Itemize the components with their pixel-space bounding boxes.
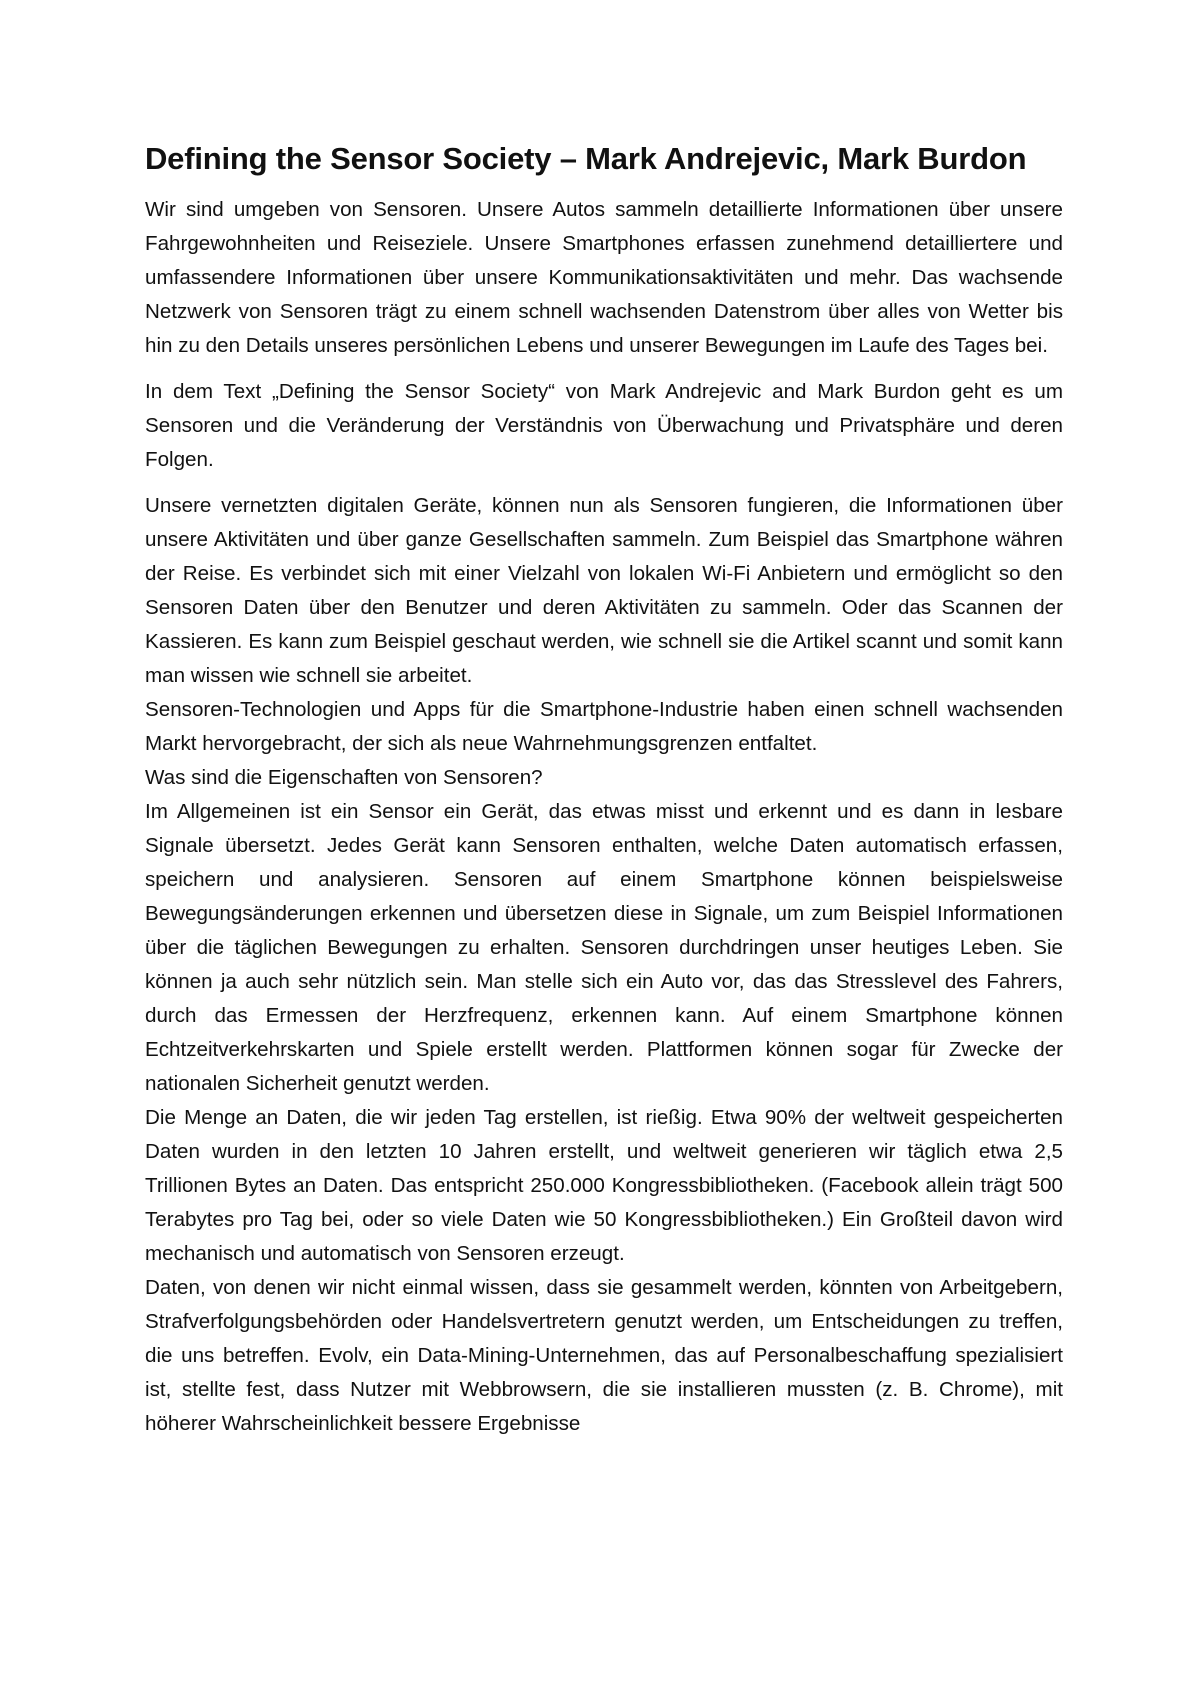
- document-body: [145, 140, 1063, 1441]
- paragraph-networked-devices: Unsere vernetzten digitalen Geräte, können nun als Sensoren fungieren, die Informationen über unsere Aktivitäten und über ganze Gesellschaften sammeln. Zum Beispiel das Smartphone währen der Reise. Es verbindet sich mit einer Vielzahl von lokalen Wi-Fi Anbietern und ermöglicht so den Sensoren Daten über den Benutzer und deren Aktivitäten zu sammeln. Oder das Scannen der Kassieren. Es kann zum Beispiel geschaut werden, wie schnell sie die Artikel scannt und somit kann man wissen wie schnell sie arbeitet.: [145, 493, 1063, 687]
- paragraph-data-volume: Die Menge an Daten, die wir jeden Tag erstellen, ist rießig. Etwa 90% der weltweit gespeicherten Daten wurden in den letzten 10 Jahren erstellt, und weltweit generieren wir täglich etwa 2,5 Trillionen Bytes an Daten. Das entspricht 250.000 Kongressbibliotheken. (Facebook allein trägt 500 Terabytes pro Tag bei, oder so viele Daten wie 50 Kongressbibliotheken.) Ein Großteil davon wird mechanisch und automatisch von Sensoren erzeugt.: [145, 1105, 1063, 1265]
- document-title: Defining the Sensor Society – Mark Andrejevic, Mark Burdon: [145, 141, 1027, 176]
- paragraph-sensor-properties: Im Allgemeinen ist ein Sensor ein Gerät, das etwas misst und erkennt und es dann in lesbare Signale übersetzt. Jedes Gerät kann Sensoren enthalten, welche Daten automatisch erfassen, speichern und analysieren. Sensoren auf einem Smartphone können beispielsweise Bewegungsänderungen erkennen und übersetzen diese in Signale, um zum Beispiel Informationen über die täglichen Bewegungen zu erhalten. Sensoren durchdringen unser heutiges Leben. Sie können ja auch sehr nützlich sein. Man stelle sich ein Auto vor, das das Stresslevel des Fahrers, durch das Ermessen der Herzfrequenz, erkennen kann. Auf einem Smartphone können Echtzeitverkehrskarten und Spiele erstellt werden. Plattformen können sogar für Zwecke der nationalen Sicherheit genutzt werden.: [145, 799, 1063, 1095]
- paragraph-question: Was sind die Eigenschaften von Sensoren?: [145, 765, 543, 789]
- paragraph-intro: Wir sind umgeben von Sensoren. Unsere Autos sammeln detaillierte Informationen über unsere Fahrgewohnheiten und Reiseziele. Unsere Smartphones erfassen zunehmend detailliertere und umfassendere Informationen über unsere Kommunikationsaktivitäten und mehr. Das wachsende Netzwerk von Sensoren trägt zu einem schnell wachsenden Datenstrom über alles von Wetter bis hin zu den Details unseres persönlichen Lebens und unserer Bewegungen im Laufe des Tages bei.: [145, 197, 1063, 357]
- paragraph-sensor-technologies: Sensoren-Technologien und Apps für die Smartphone-Industrie haben einen schnell wachsenden Markt hervorgebracht, der sich als neue Wahrnehmungsgrenzen entfaltet.: [145, 697, 1063, 755]
- paragraph-data-usage: Daten, von denen wir nicht einmal wissen, dass sie gesammelt werden, könnten von Arbeitgebern, Strafverfolgungsbehörden oder Handelsvertretern genutzt werden, um Entscheidungen zu treffen, die uns betreffen. Evolv, ein Data-Mining-Unternehmen, das auf Personalbeschaffung spezialisiert ist, stellte fest, dass Nutzer mit Webbrowsern, die sie installieren mussten (z. B. Chrome), mit höherer Wahrscheinlichkeit bessere Ergebnisse: [145, 1275, 1063, 1435]
- paragraph-text-summary: In dem Text „Defining the Sensor Society“ von Mark Andrejevic and Mark Burdon geht es um Sensoren und die Veränderung der Verständnis von Überwachung und Privatsphäre und deren Folgen.: [145, 379, 1063, 471]
